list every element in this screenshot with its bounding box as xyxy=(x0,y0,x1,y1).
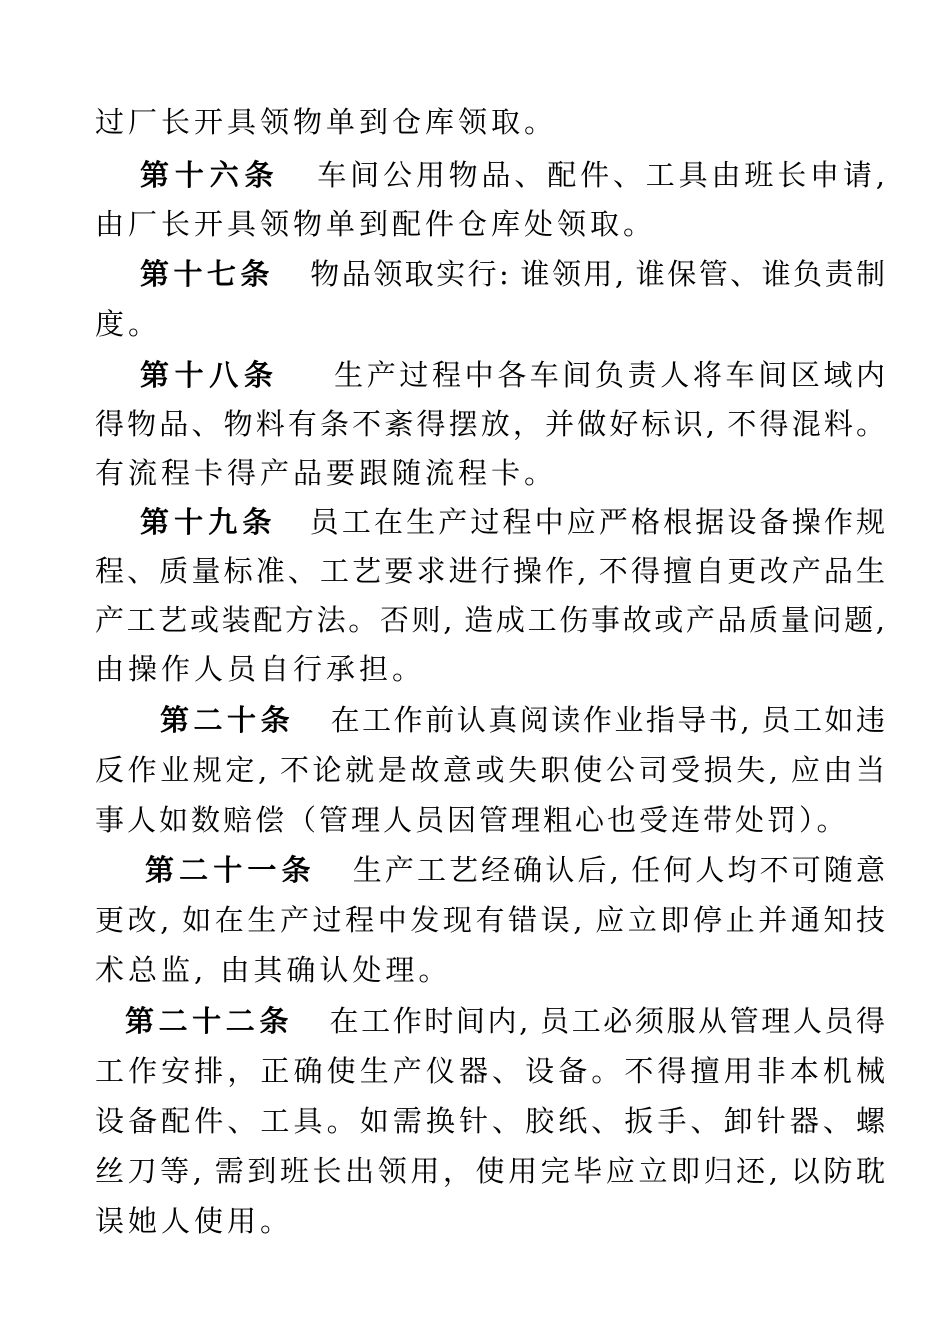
article-19-line-4 xyxy=(95,644,885,694)
article-18-line-1 xyxy=(140,350,885,400)
article-22-line-2 xyxy=(95,1046,885,1096)
article-22-line-1 xyxy=(125,996,885,1046)
article-20-line-2 xyxy=(95,745,885,795)
article-17-line-1 xyxy=(140,249,885,299)
article-20-text-cont: 反作业规定, 不论就是故意或失职使公司受损失, 应由当 xyxy=(95,753,885,787)
article-22-title: 第二十二条 xyxy=(125,1004,293,1038)
article-20-title: 第二十条 xyxy=(160,703,295,737)
article-18-line-2 xyxy=(95,399,885,449)
article-19-title: 第十九条 xyxy=(140,505,277,539)
article-21-text-cont: 更改, 如在生产过程中发现有错误, 应立即停止并通知技 xyxy=(95,903,885,937)
article-19-text: 员工在生产过程中应严格根据设备操作规 xyxy=(306,505,885,539)
article-18-title: 第十八条 xyxy=(140,358,279,392)
article-22-text: 在工作时间内, 员工必须服从管理人员得 xyxy=(326,1004,885,1038)
article-18-text-cont: 得物品、物料有条不紊得摆放，并做好标识, 不得混料。 xyxy=(95,407,885,441)
body-text: 过厂长开具领物单到仓库领取。 xyxy=(95,105,558,139)
article-16-text: 车间公用物品、配件、工具由班长申请, xyxy=(313,158,885,192)
article-16-title: 第十六条 xyxy=(140,158,280,192)
article-19-text-cont: 程、质量标准、工艺要求进行操作, 不得擅自更改产品生 xyxy=(95,554,885,588)
article-19-line-2 xyxy=(95,546,885,596)
article-17-text-cont: 度。 xyxy=(95,307,162,341)
article-17-line-2 xyxy=(95,299,885,349)
article-20-line-1 xyxy=(160,695,885,745)
article-16-line-1 xyxy=(140,150,885,200)
article-17-title: 第十七条 xyxy=(140,257,274,291)
paragraph-line xyxy=(95,97,885,147)
article-22-text-cont: 丝刀等, 需到班长出领用，使用完毕应立即归还, 以防耽 xyxy=(95,1154,885,1188)
article-22-text-cont: 设备配件、工具。如需换针、胶纸、扳手、卸针器、螺 xyxy=(95,1104,885,1138)
article-19-text-cont: 由操作人员自行承担。 xyxy=(95,652,426,686)
article-18-text: 生产过程中各车间负责人将车间区域内 xyxy=(330,358,885,392)
article-20-text: 在工作前认真阅读作业指导书, 员工如违 xyxy=(328,703,885,737)
article-18-line-3 xyxy=(95,448,885,498)
article-21-title: 第二十一条 xyxy=(145,853,316,887)
article-21-text-cont: 术总监, 由其确认处理。 xyxy=(95,953,452,987)
article-19-line-1 xyxy=(140,497,885,547)
article-20-line-3 xyxy=(95,795,885,845)
article-17-text: 物品领取实行: 谁领用, 谁保管、谁负责制 xyxy=(307,257,885,291)
article-22-line-5 xyxy=(95,1196,885,1246)
article-20-text-cont: 事人如数赔偿（管理人员因管理粗心也受连带处罚）。 xyxy=(95,803,849,837)
article-21-line-3 xyxy=(95,945,885,995)
article-19-line-3 xyxy=(95,595,885,645)
article-21-text: 生产工艺经确认后, 任何人均不可随意 xyxy=(349,853,885,887)
article-16-line-2 xyxy=(95,199,885,249)
article-21-line-1 xyxy=(145,845,885,895)
article-22-text-cont: 误她人使用。 xyxy=(95,1204,294,1238)
article-16-text-cont: 由厂长开具领物单到配件仓库处领取。 xyxy=(95,207,657,241)
article-19-text-cont: 产工艺或装配方法。否则, 造成工伤事故或产品质量问题, xyxy=(95,603,885,637)
article-21-line-2 xyxy=(95,895,885,945)
article-22-text-cont: 工作安排，正确使生产仪器、设备。不得擅用非本机械 xyxy=(95,1054,885,1088)
article-22-line-4 xyxy=(95,1146,885,1196)
article-22-line-3 xyxy=(95,1096,885,1146)
article-18-text-cont: 有流程卡得产品要跟随流程卡。 xyxy=(95,456,558,490)
